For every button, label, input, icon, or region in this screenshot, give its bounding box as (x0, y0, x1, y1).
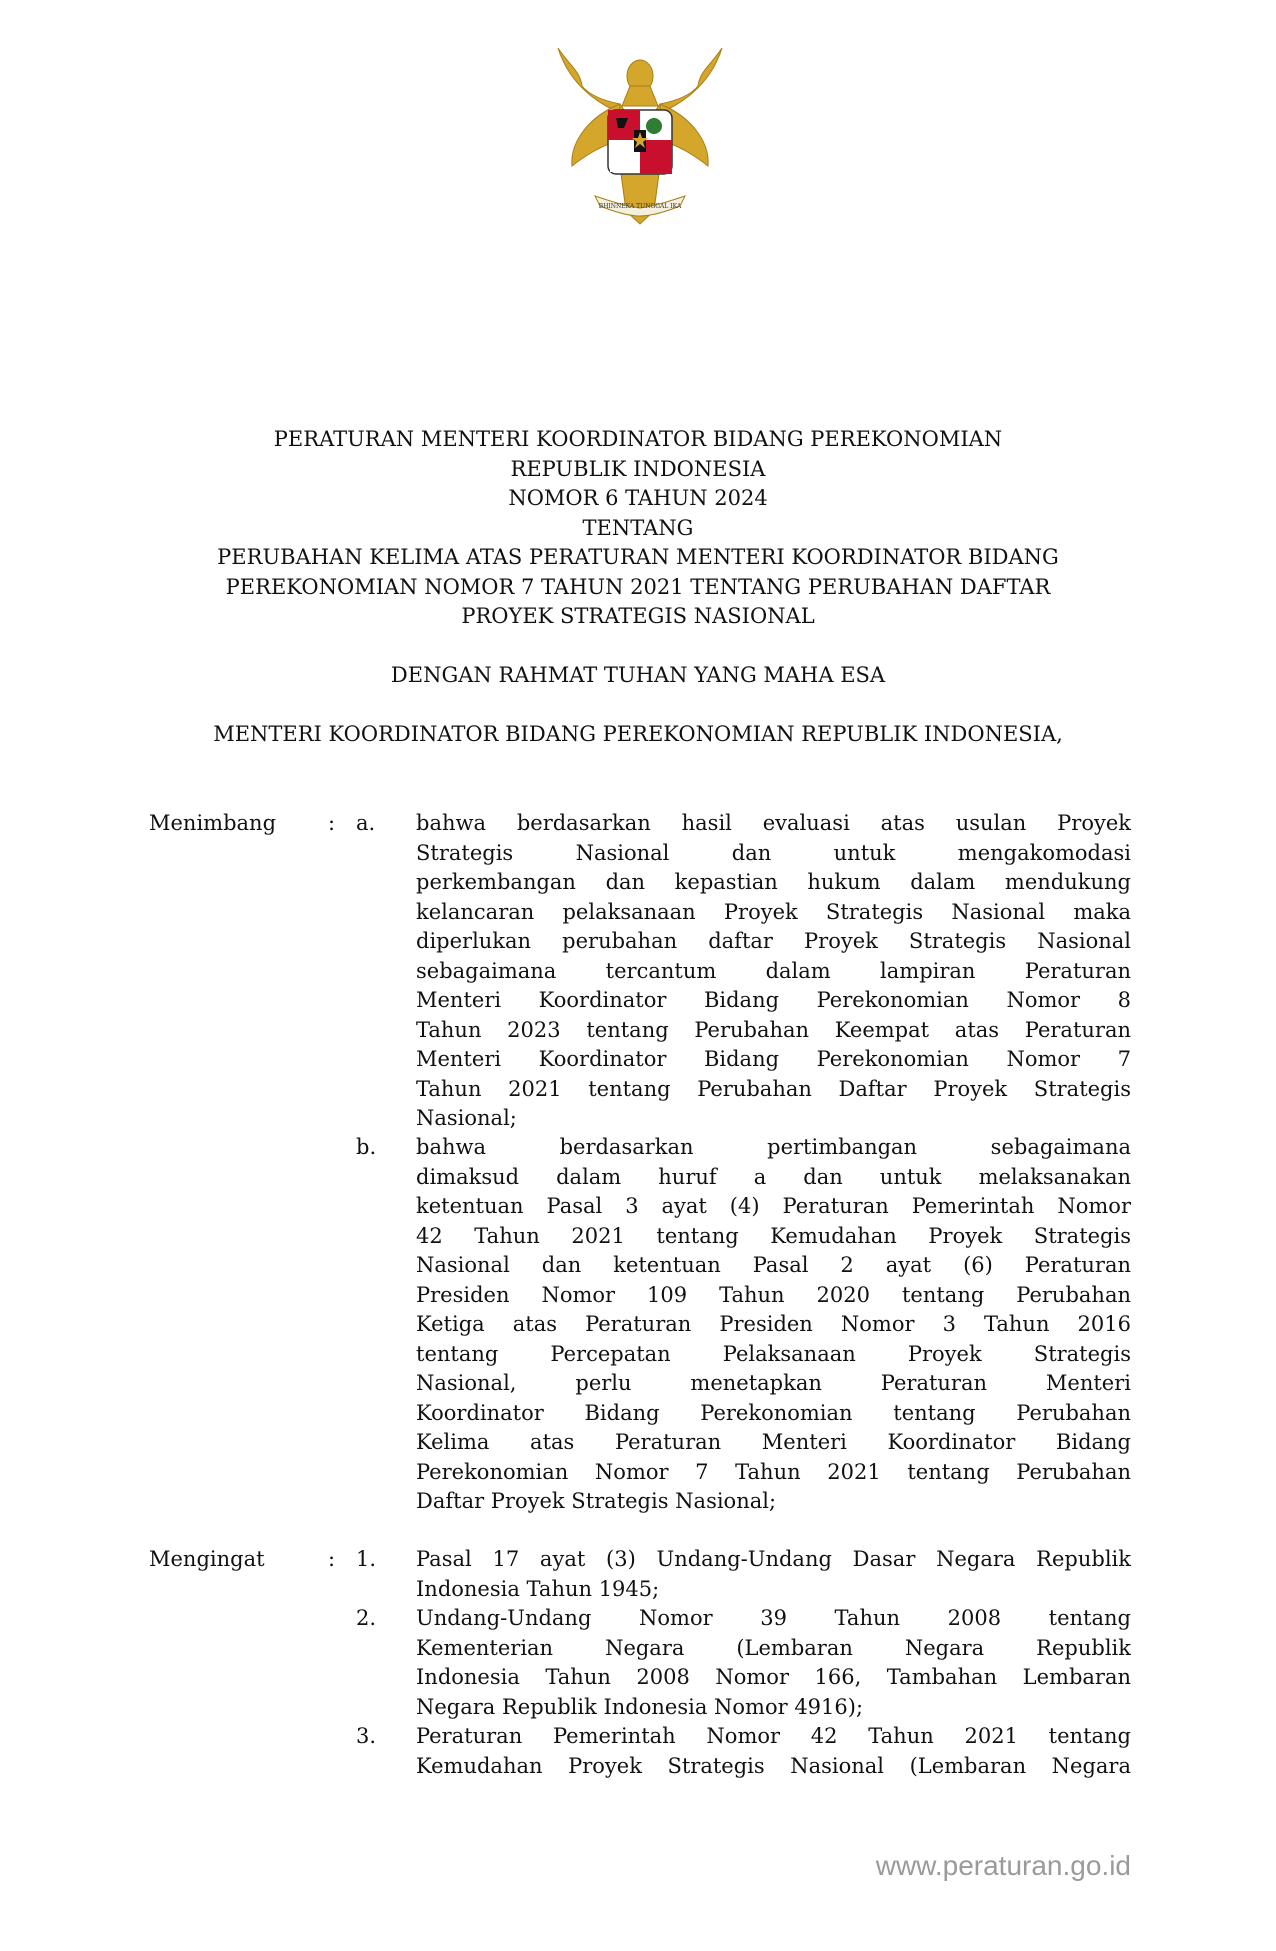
text-line: Daftar Proyek Strategis Nasional; (416, 1489, 777, 1513)
title-line: PERUBAHAN KELIMA ATAS PERATURAN MENTERI KOORDINATOR BIDANG (217, 545, 1059, 569)
text-line: Undang-Undang Nomor 39 Tahun 2008 tentang (416, 1606, 1131, 1630)
text-line: 42 Tahun 2021 tentang Kemudahan Proyek Strategis (416, 1223, 1131, 1248)
mengingat-item-3 (416, 1722, 1131, 1781)
text-line: Peraturan Pemerintah Nomor 42 Tahun 2021 tentang (416, 1724, 1131, 1748)
text-line: Kementerian Negara (Lembaran Negara Republik (416, 1635, 1131, 1660)
garuda-emblem (550, 46, 730, 232)
item-marker: 1. (356, 1547, 377, 1571)
svg-text:BHINNEKA TUNGGAL IKA: BHINNEKA TUNGGAL IKA (598, 203, 682, 210)
text-line: Tahun 2021 tentang Perubahan Daftar Proyek Strategis (416, 1076, 1131, 1101)
website-footer: www.peraturan.go.id (875, 1850, 1131, 1881)
item-marker: a. (356, 811, 376, 835)
title-line: TENTANG (582, 515, 694, 540)
text-line: sebagaimana tercantum dalam lampiran Peraturan (416, 958, 1131, 983)
text-line: Menteri Koordinator Bidang Perekonomian Nomor 8 (416, 988, 1131, 1012)
mengingat-item-1 (416, 1545, 1131, 1604)
item-marker: 2. (356, 1606, 377, 1630)
text-line: Nasional, perlu menetapkan Peraturan Menteri (416, 1371, 1131, 1395)
colon: : (328, 1547, 336, 1571)
menimbang-item-a (416, 809, 1131, 1134)
text-line: Negara Republik Indonesia Nomor 4916); (416, 1694, 864, 1719)
text-line: Indonesia Tahun 2008 Nomor 166, Tambahan Lembaran (416, 1665, 1131, 1689)
mengingat-item-2 (416, 1604, 1131, 1722)
item-marker: 3. (356, 1724, 377, 1748)
title-line: REPUBLIK INDONESIA (510, 456, 766, 481)
text-line: Menteri Koordinator Bidang Perekonomian Nomor 7 (416, 1047, 1131, 1071)
text-line: diperlukan perubahan daftar Proyek Strategis Nasional (416, 929, 1131, 953)
title-line: NOMOR 6 TAHUN 2024 (508, 486, 768, 510)
text-line: Perekonomian Nomor 7 Tahun 2021 tentang Perubahan (416, 1459, 1131, 1484)
text-line: perkembangan dan kepastian hukum dalam mendukung (416, 870, 1131, 894)
title-line: PROYEK STRATEGIS NASIONAL (461, 604, 815, 628)
item-marker: b. (356, 1135, 377, 1159)
colon: : (328, 811, 336, 835)
text-line: Strategis Nasional dan untuk mengakomodasi (416, 840, 1131, 865)
text-line: kelancaran pelaksanaan Proyek Strategis Nasional maka (416, 899, 1131, 924)
menimbang-item-b (416, 1133, 1131, 1517)
mengingat-label: Mengingat (149, 1547, 265, 1571)
text-line: Indonesia Tahun 1945; (416, 1576, 660, 1601)
text-line: Pasal 17 ayat (3) Undang-Undang Dasar Negara Republik (416, 1547, 1131, 1571)
text-line: dimaksud dalam huruf a dan untuk melaksanakan (416, 1164, 1131, 1189)
text-line: Presiden Nomor 109 Tahun 2020 tentang Perubahan (416, 1282, 1131, 1307)
text-line: Koordinator Bidang Perekonomian tentang Perubahan (416, 1400, 1131, 1425)
text-line: bahwa berdasarkan hasil evaluasi atas usulan Proyek (416, 811, 1131, 835)
menimbang-label: Menimbang (149, 811, 277, 835)
text-line: Tahun 2023 tentang Perubahan Keempat atas Peraturan (416, 1017, 1131, 1042)
regulation-title (0, 425, 1276, 632)
text-line: ketentuan Pasal 3 ayat (4) Peraturan Pemerintah Nomor (416, 1194, 1131, 1218)
official-title: MENTERI KOORDINATOR BIDANG PEREKONOMIAN REPUBLIK INDONESIA, (213, 722, 1063, 746)
invocation: DENGAN RAHMAT TUHAN YANG MAHA ESA (390, 663, 886, 687)
text-line: Kemudahan Proyek Strategis Nasional (Lembaran Negara (416, 1753, 1131, 1778)
text-line: bahwa berdasarkan pertimbangan sebagaimana (416, 1135, 1131, 1159)
text-line: Ketiga atas Peraturan Presiden Nomor 3 Tahun 2016 (416, 1312, 1131, 1336)
text-line: Nasional dan ketentuan Pasal 2 ayat (6) Peraturan (416, 1253, 1131, 1277)
text-line: Kelima atas Peraturan Menteri Koordinator Bidang (416, 1430, 1131, 1454)
text-line: Nasional; (416, 1106, 517, 1130)
title-line: PERATURAN MENTERI KOORDINATOR BIDANG PEREKONOMIAN (273, 427, 1003, 451)
text-line: tentang Percepatan Pelaksanaan Proyek Strategis (416, 1341, 1131, 1366)
title-line: PEREKONOMIAN NOMOR 7 TAHUN 2021 TENTANG PERUBAHAN DAFTAR (225, 574, 1051, 599)
